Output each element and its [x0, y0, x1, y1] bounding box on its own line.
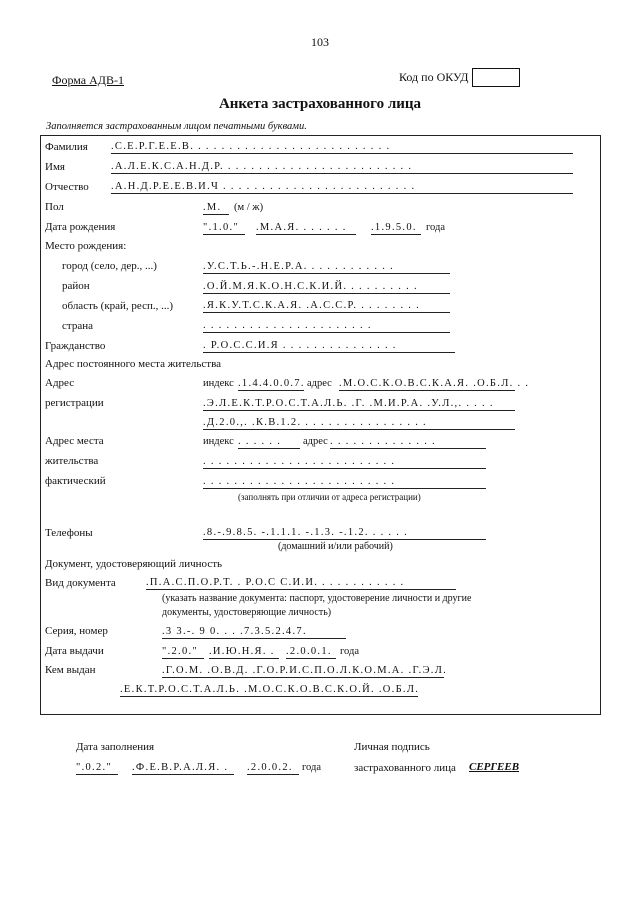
series-field[interactable]: .3 3.-. 9 0. . . .7.3.5.2.4.7. [162, 626, 346, 639]
actual-address-word: адрес [303, 436, 328, 447]
birth-year-field[interactable]: .1.9.5.0. [371, 222, 421, 235]
city-field[interactable]: .У.С.Т.Ь.-.Н.Е.Р.А. . . . . . . . . . . . [203, 261, 450, 274]
surname-label: Фамилия [45, 141, 88, 153]
sex-hint: (м / ж) [234, 202, 264, 213]
patronymic-field[interactable]: .А.Н.Д.Р.Е.Е.В.И.Ч . . . . . . . . . . . . . . . . . . . . . . . . . [111, 181, 573, 194]
fill-year-word: года [302, 762, 321, 773]
issue-date-label: Дата выдачи [45, 645, 104, 657]
instruction-note: Заполняется застрахованным лицом печатными буквами. [46, 121, 307, 132]
okud-input-box[interactable] [472, 68, 520, 87]
issued-by-line-2[interactable]: .Е.К.Т.Р.О.С.Т.А.Л.Ь. .М.О.С.К.О.В.С.К.О.Й. .О.Б.Л. [120, 684, 420, 695]
issue-day-field[interactable]: ".2.0." [162, 646, 204, 659]
actual-index-field[interactable]: . . . . . . [238, 436, 300, 449]
actual-address-line-1[interactable]: . . . . . . . . . . . . . . [330, 436, 486, 449]
actual-address-label-3: фактический [45, 475, 106, 487]
district-label: район [62, 280, 90, 292]
page-number: 103 [311, 35, 329, 49]
birth-day-field[interactable]: ".1.0." [203, 222, 245, 235]
name-field[interactable]: .А.Л.Е.К.С.А.Н.Д.Р. . . . . . . . . . . . . . . . . . . . . . . . . [111, 161, 573, 174]
citizenship-label: Гражданство [45, 340, 106, 352]
issue-month-field[interactable]: .И.Ю.Н.Я. . [209, 646, 279, 659]
surname-field[interactable]: .С.Е.Р.Г.Е.Е.В. . . . . . . . . . . . . . . . . . . . . . . . . . [111, 141, 573, 154]
signature-label: Личная подпись [354, 741, 430, 753]
phones-hint: (домашний и/или рабочий) [278, 541, 393, 552]
fill-day-field[interactable]: ".0.2." [76, 762, 118, 775]
actual-address-line-3[interactable]: . . . . . . . . . . . . . . . . . . . . . . . . . [203, 476, 486, 489]
signature-field[interactable]: СЕРГЕЕВ [469, 761, 520, 773]
document-title: Анкета застрахованного лица [218, 96, 422, 112]
reg-address-line-1[interactable]: .М.О.С.К.О.В.С.К.А.Я. .О.Б.Л. . . [339, 378, 530, 389]
signature-label-2: застрахованного лица [354, 762, 456, 774]
phones-field[interactable]: .8.-.9.8.5. -.1.1.1. -.1.3. -.1.2. . . . . . [203, 527, 486, 540]
form-code: Форма АДВ-1 [52, 73, 124, 87]
city-label: город (село, дер., ...) [62, 260, 157, 272]
sex-field[interactable]: .М. [203, 202, 229, 215]
birthdate-label: Дата рождения [45, 221, 116, 233]
reg-index-word: индекс [203, 378, 234, 389]
fill-year-field[interactable]: .2.0.0.2. [247, 762, 299, 775]
doc-type-hint-1: (указать название документа: паспорт, удостоверение личности и другие [162, 593, 472, 604]
sex-label: Пол [45, 201, 64, 213]
okud-code [399, 68, 520, 87]
reg-index-field[interactable]: .1.4.4.0.0.7. [238, 378, 305, 389]
actual-address-line-2[interactable]: . . . . . . . . . . . . . . . . . . . . . . . . . [203, 456, 486, 469]
actual-address-label-2: жительства [45, 455, 99, 467]
district-field[interactable]: .О.Й.М.Я.К.О.Н.С.К.И.Й. . . . . . . . . . [203, 281, 450, 294]
country-field[interactable]: . . . . . . . . . . . . . . . . . . . . . . [203, 320, 450, 333]
issued-by-line-1[interactable]: .Г.О.М. .О.В.Д. .Г.О.Р.И.С.П.О.Л.К.О.М.А. .Г.Э.Л. [162, 665, 448, 676]
issue-year-word: года [340, 646, 359, 657]
patronymic-label: Отчество [45, 181, 89, 193]
reg-address-line-2[interactable]: .Э.Л.Е.К.Т.Р.О.С.Т.А.Л.Ь. .Г. .М.И.Р.А. .У.Л.,. . . . . [203, 398, 515, 411]
reg-address-label-2: регистрации [45, 397, 104, 409]
reg-address-line-3[interactable]: .Д.2.0.,. .К.В.1.2. . . . . . . . . . . . . . . . . [203, 417, 515, 430]
address-section-label: Адрес постоянного места жительства [45, 358, 222, 370]
okud-label: Код по ОКУД [399, 70, 469, 84]
actual-address-hint: (заполнять при отличии от адреса регистрации) [238, 492, 421, 502]
fill-date-label: Дата заполнения [76, 741, 155, 753]
reg-address-word: адрес [307, 378, 332, 389]
issued-by-label: Кем выдан [45, 664, 96, 676]
country-label: страна [62, 320, 93, 332]
fill-month-field[interactable]: .Ф.Е.В.Р.А.Л.Я. . [132, 762, 234, 775]
series-label: Серия, номер [45, 625, 108, 637]
doc-type-field[interactable]: .П.А.С.П.О.Р.Т. . Р.О.С С.И.И. . . . . . . . . . . . [146, 577, 456, 590]
issue-year-field[interactable]: .2.0.0.1. [286, 646, 336, 659]
birth-year-word: года [426, 222, 445, 233]
birth-month-field[interactable]: .М.А.Я. . . . . . . [256, 222, 356, 235]
doc-type-label: Вид документа [45, 577, 116, 589]
actual-address-label: Адрес места [45, 435, 104, 447]
birthplace-label: Место рождения: [45, 240, 127, 252]
doc-type-hint-2: документы, удостоверяющие личность) [162, 607, 332, 618]
document-section-label: Документ, удостоверяющий личность [45, 558, 223, 570]
name-label: Имя [45, 161, 65, 173]
region-label: область (край, респ., ...) [62, 300, 174, 312]
citizenship-field[interactable]: . Р.О.С.С.И.Я . . . . . . . . . . . . . . . [203, 340, 455, 353]
reg-address-label: Адрес [45, 377, 75, 389]
phones-label: Телефоны [45, 527, 93, 539]
actual-index-word: индекс [203, 436, 234, 447]
region-field[interactable]: .Я.К.У.Т.С.К.А.Я. .А.С.С.Р. . . . . . . . . [203, 300, 450, 313]
